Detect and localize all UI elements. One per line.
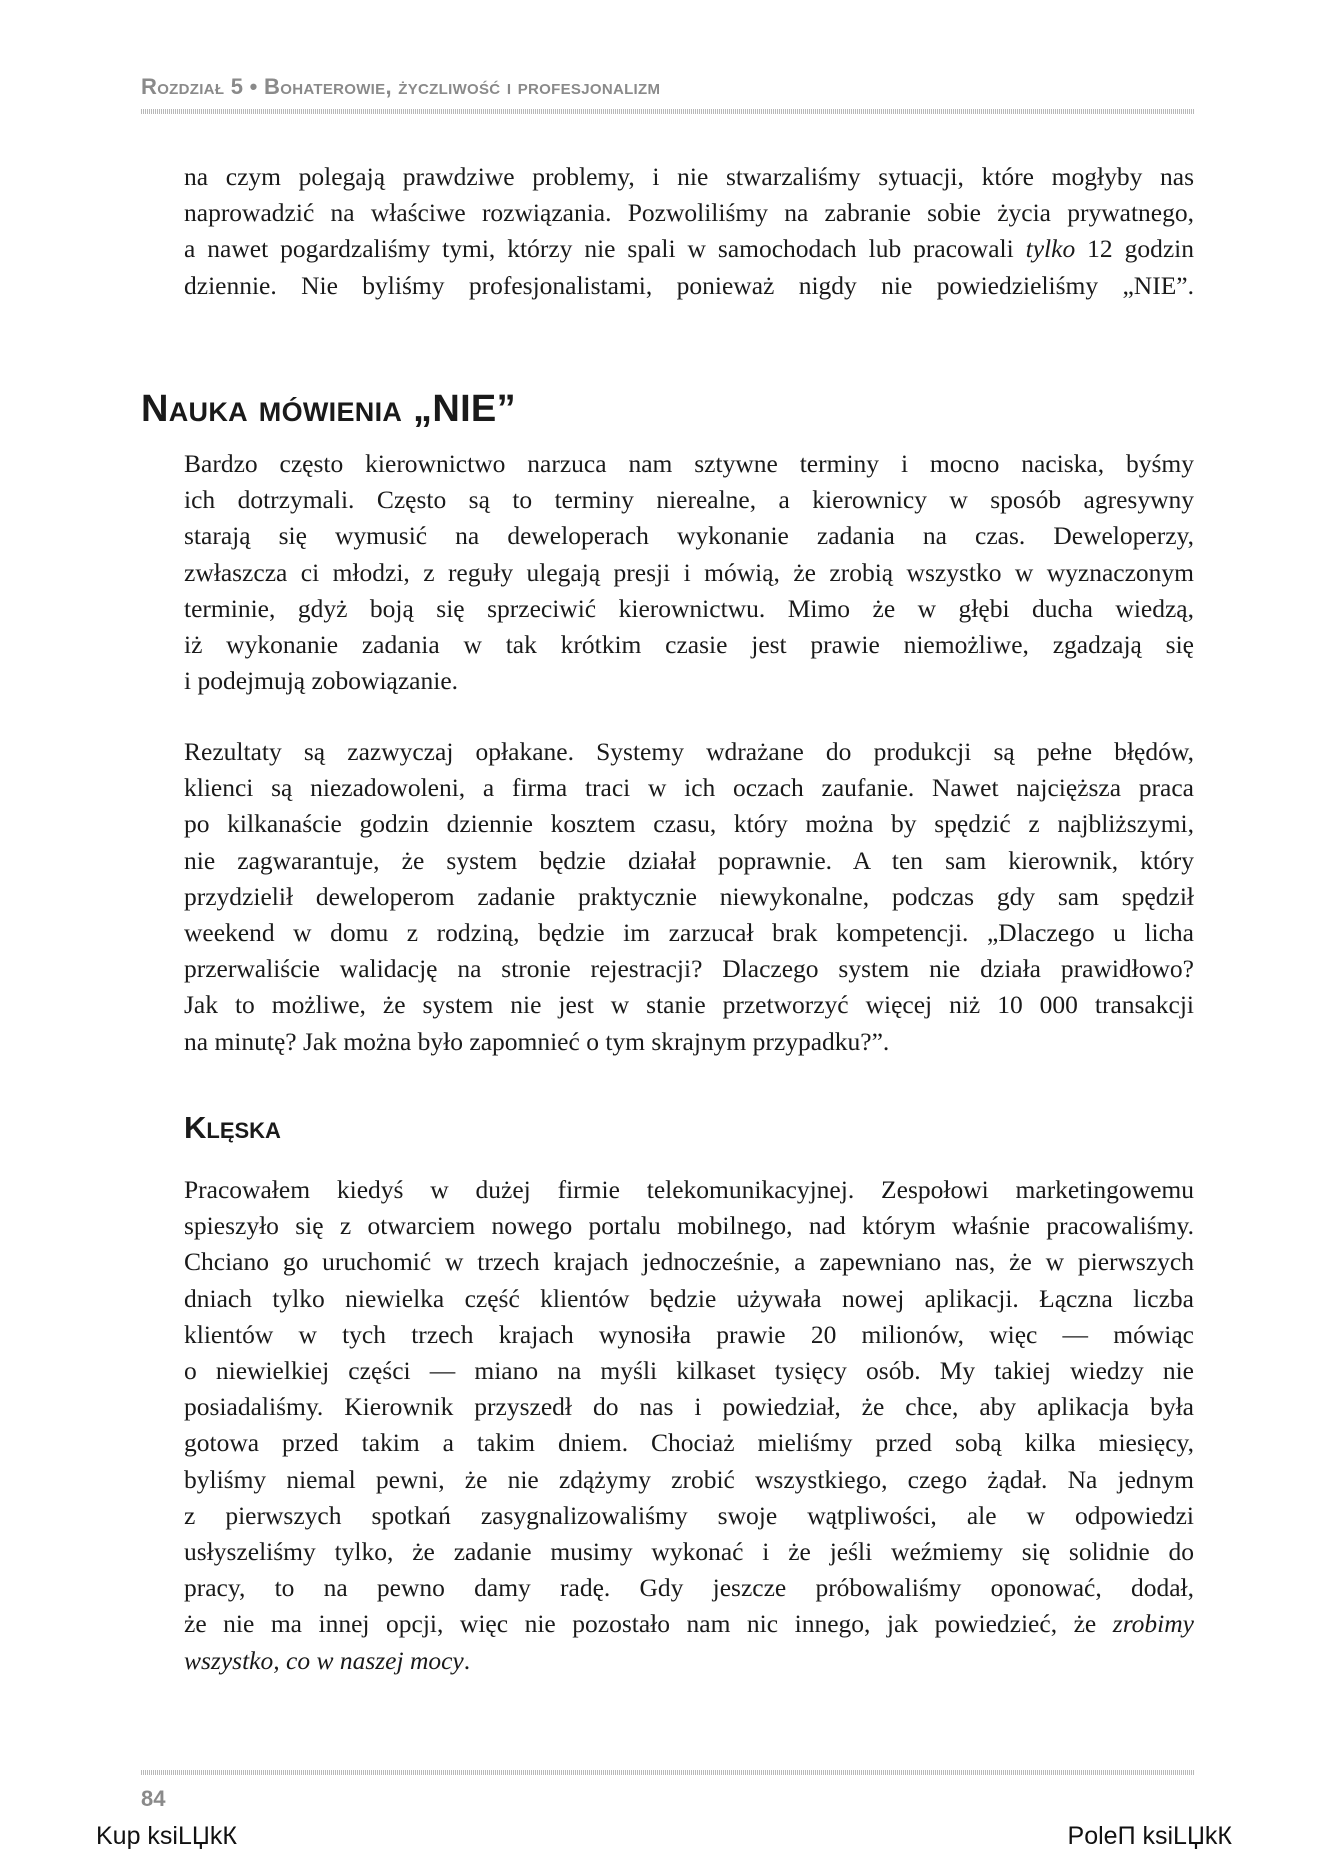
paragraph-line: przerwaliście walidację na stronie rejestracji? Dlaczego system nie działa prawidłowo? xyxy=(184,954,1194,984)
paragraph-line: Rezultaty są zazwyczaj opłakane. Systemy wdrażane do produkcji są pełne błędów, xyxy=(184,737,1194,766)
header-rule xyxy=(141,109,1195,114)
paragraph-line: weekend w domu z rodziną, będzie im zarzucał brak kompetencji. „Dlaczego u licha xyxy=(184,918,1194,948)
page-number: 84 xyxy=(141,1786,166,1811)
paragraph-line: posiadaliśmy. Kierownik przyszedł do nas i powiedział, że chce, aby aplikacja była xyxy=(184,1392,1194,1422)
italic-text: wszystko, co w naszej mocy xyxy=(184,1645,464,1675)
paragraph-line: dniach tylko niewielka część klientów będzie używała nowej aplikacji. Łączna liczba xyxy=(184,1283,1194,1313)
paragraph-line: ich dotrzymali. Często są to terminy nierealne, a kierownicy w sposób agresywny xyxy=(184,485,1194,515)
paragraph-line: na czym polegają prawdziwe problemy, i nie stwarzaliśmy sytuacji, które mogłyby nas xyxy=(184,162,1194,191)
paragraph-line: spieszyło się z otwarciem nowego portalu mobilnego, nad którym właśnie pracowaliśmy. xyxy=(184,1211,1194,1241)
recommend-book-link[interactable]: PoleП ksiLЏkК xyxy=(1067,1822,1232,1850)
paragraph-2 xyxy=(184,446,1194,699)
paragraph-line: klientów w tych trzech krajach wynosiła prawie 20 milionów, więc — mówiąc xyxy=(184,1319,1194,1349)
paragraph-line: iż wykonanie zadania w tak krótkim czasie jest prawie niemożliwe, zgadzają się xyxy=(184,630,1194,660)
paragraph-line: Bardzo często kierownictwo narzuca nam sztywne terminy i mocno naciska, byśmy xyxy=(184,449,1194,478)
paragraph-line: naprowadzić na właściwe rozwiązania. Pozwoliliśmy na zabranie sobie życia prywatnego, xyxy=(184,198,1194,228)
paragraph-line xyxy=(184,1643,1194,1679)
paragraph-line: zwłaszcza ci młodzi, z reguły ulegają presji i mówią, że zrobią wszystko w wyznaczonym xyxy=(184,557,1194,587)
paragraph-line: klienci są niezadowoleni, a firma traci w ich oczach zaufanie. Nawet najcięższa praca xyxy=(184,773,1194,803)
text-run: że nie ma innej opcji, więc nie pozostało nam nic innego, jak powiedzieć, że xyxy=(184,1609,1113,1639)
paragraph-line: pracy, to na pewno damy radę. Gdy jeszcze próbowaliśmy oponować, dodał, xyxy=(184,1573,1194,1603)
paragraph-1 xyxy=(184,159,1194,304)
paragraph-line: Chciano go uruchomić w trzech krajach jednocześnie, a zapewniano nas, że w pierwszych xyxy=(184,1247,1194,1277)
paragraph-line: i podejmują zobowiązanie. xyxy=(184,666,459,696)
paragraph-4 xyxy=(184,1172,1194,1679)
paragraph-line: starają się wymusić na deweloperach wykonanie zadania na czas. Deweloperzy, xyxy=(184,521,1194,551)
running-header: Rozdział 5 • Bohaterowie, życzliwość i profesjonalizm xyxy=(141,74,661,99)
subsection-heading: Klęska xyxy=(184,1110,281,1145)
section-heading: Nauka mówienia „NIE” xyxy=(141,388,516,430)
italic-text: zrobimy xyxy=(1112,1609,1194,1639)
paragraph-line: przydzielił deweloperom zadanie praktycznie niewykonalne, podczas gdy sam spędził xyxy=(184,881,1194,911)
paragraph-line: nie zagwarantuje, że system będzie działał poprawnie. A ten sam kierownik, który xyxy=(184,845,1194,875)
paragraph-line: Pracowałem kiedyś w dużej firmie telekomunikacyjnej. Zespołowi marketingowemu xyxy=(184,1175,1194,1204)
paragraph-line: po kilkanaście godzin dziennie kosztem czasu, który można by spędzić z najbliższymi, xyxy=(184,809,1194,839)
paragraph-line xyxy=(184,231,1194,267)
paragraph-line: o niewielkiej części — miano na myśli kilkaset tysięcy osób. My takiej wiedzy nie xyxy=(184,1356,1194,1386)
paragraph-line: byliśmy niemal pewni, że nie zdążymy zrobić wszystkiego, czego żądał. Na jednym xyxy=(184,1464,1194,1494)
paragraph-line: gotowa przed takim a takim dniem. Chociaż mieliśmy przed sobą kilka miesięcy, xyxy=(184,1428,1194,1458)
paragraph-line: dziennie. Nie byliśmy profesjonalistami, ponieważ nigdy nie powiedzieliśmy „NIE”. xyxy=(184,270,1194,300)
paragraph-line: terminie, gdyż boją się sprzeciwić kierownictwu. Mimo że w głębi ducha wiedzą, xyxy=(184,593,1194,623)
paragraph-line: usłyszeliśmy tylko, że zadanie musimy wykonać i że jeśli weźmiemy się solidnie do xyxy=(184,1537,1194,1567)
italic-text: tylko xyxy=(1025,234,1076,264)
paragraph-line: Jak to możliwe, że system nie jest w stanie przetworzyć więcej niż 10 000 transakcji xyxy=(184,990,1194,1020)
footer-rule xyxy=(141,1770,1195,1775)
paragraph-line: na minutę? Jak można było zapomnieć o tym skrajnym przypadku?”. xyxy=(184,1026,890,1056)
paragraph-line xyxy=(184,1606,1194,1642)
text-run: . xyxy=(463,1645,471,1675)
buy-book-link[interactable]: Kup ksiLЏkК xyxy=(96,1822,237,1850)
paragraph-line: z pierwszych spotkań zasygnalizowaliśmy swoje wątpliwości, ale w odpowiedzi xyxy=(184,1500,1194,1530)
text-run: 12 godzin xyxy=(1075,234,1194,264)
text-run: a nawet pogardzaliśmy tymi, którzy nie spali w samochodach lub pracowali xyxy=(184,234,1026,264)
paragraph-3 xyxy=(184,734,1194,1060)
